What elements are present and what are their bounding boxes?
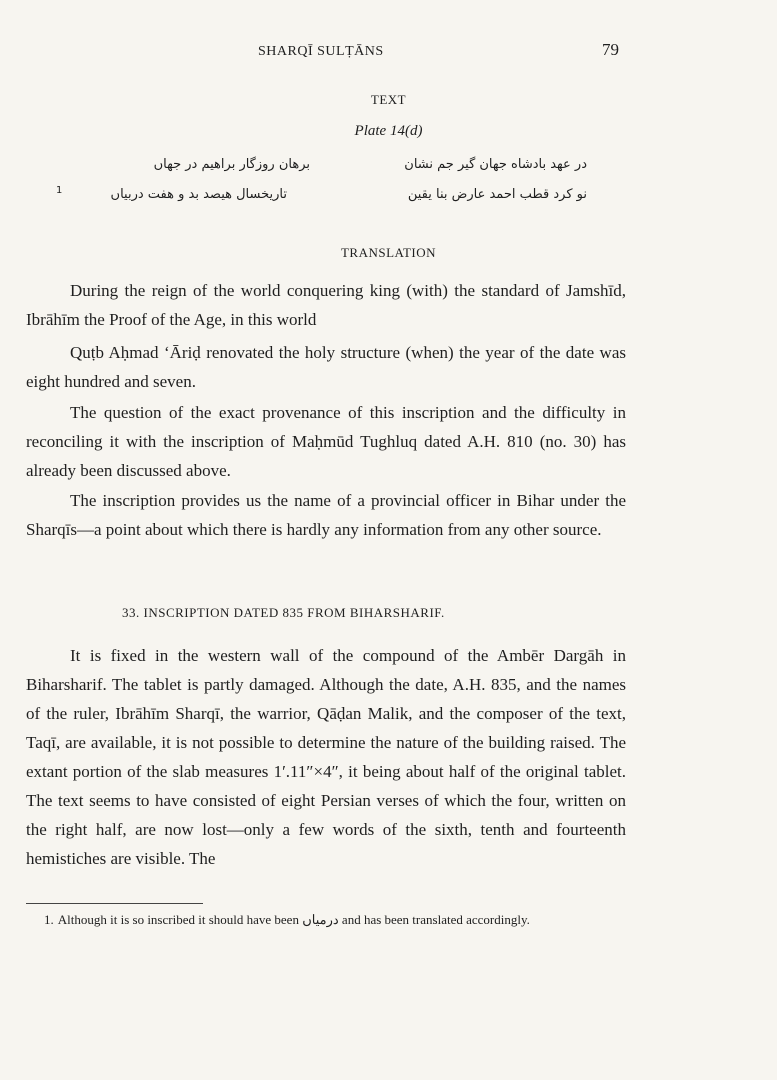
commentary-para-2-text: The inscription provides us the name of a provincial officer in Bihar under the Sharqīs—a point about which there is hardly any information from any other source.: [26, 491, 626, 539]
footnote-number: 1.: [44, 912, 54, 927]
text-heading: TEXT: [370, 92, 407, 107]
running-title: SHARQĪ SULṬĀNS: [258, 44, 384, 59]
arabic-line2-right: نو کرد قطب احمد عارض بنا یقین: [407, 187, 587, 202]
footnote-text: Although it is so inscribed it should have been درمیاں and has been translated accordingly.: [57, 912, 530, 927]
commentary-para-1-text: The question of the exact provenance of this inscription and the difficulty in reconciling it with the inscription of Maḥmūd Tughluq dated A.H. 810 (no. 30) has already been discussed above.: [26, 403, 626, 480]
commentary-para-2: [26, 486, 626, 544]
arabic-line1-left: برهان روزگار براهیم در جهاں: [153, 157, 310, 172]
arabic-line2-left: تاریخسال هیصد بد و هفت دربیاں: [110, 187, 287, 202]
footnote-marker: 1: [56, 185, 63, 196]
translation-para-1: [26, 276, 626, 334]
translation-para-2-text: Quṭb Aḥmad ‘Āriḍ renovated the holy structure (when) the year of the date was eight hundred and seven.: [26, 343, 626, 391]
translation-heading: TRANSLATION: [340, 245, 437, 260]
footnote-divider: [26, 903, 203, 904]
arabic-line1-right: در عهد بادشاه جهان گیر جم نشان: [404, 157, 587, 172]
plate-reference: Plate 14(d): [354, 123, 423, 139]
footnote: [44, 909, 630, 930]
section-33-body: [26, 641, 626, 873]
page-number: 79: [602, 40, 619, 59]
section-33-heading: 33. INSCRIPTION DATED 835 FROM BIHARSHARIF.: [122, 605, 445, 620]
commentary-para-1: [26, 398, 626, 485]
translation-para-2: [26, 338, 626, 396]
section-33-body-text: It is fixed in the western wall of the compound of the Ambēr Dargāh in Biharsharif. The tablet is partly damaged. Although the date, A.H. 835, and the names of the ruler, Ibrāhīm Sharqī, the warrior, Qāḍan Malik, and the composer of the text, Taqī, are available, it is not possible to determine the nature of the building raised. The extant portion of the slab measures 1′.11″×4″, it being about half of the original tablet. The text seems to have consisted of eight Persian verses of which the four, written on the right half, are now lost—only a few words of the sixth, tenth and fourteenth hemistiches are visible. The: [26, 646, 626, 868]
translation-para-1-text: During the reign of the world conquering king (with) the standard of Jamshīd, Ibrāhīm the Proof of the Age, in this world: [26, 281, 626, 329]
